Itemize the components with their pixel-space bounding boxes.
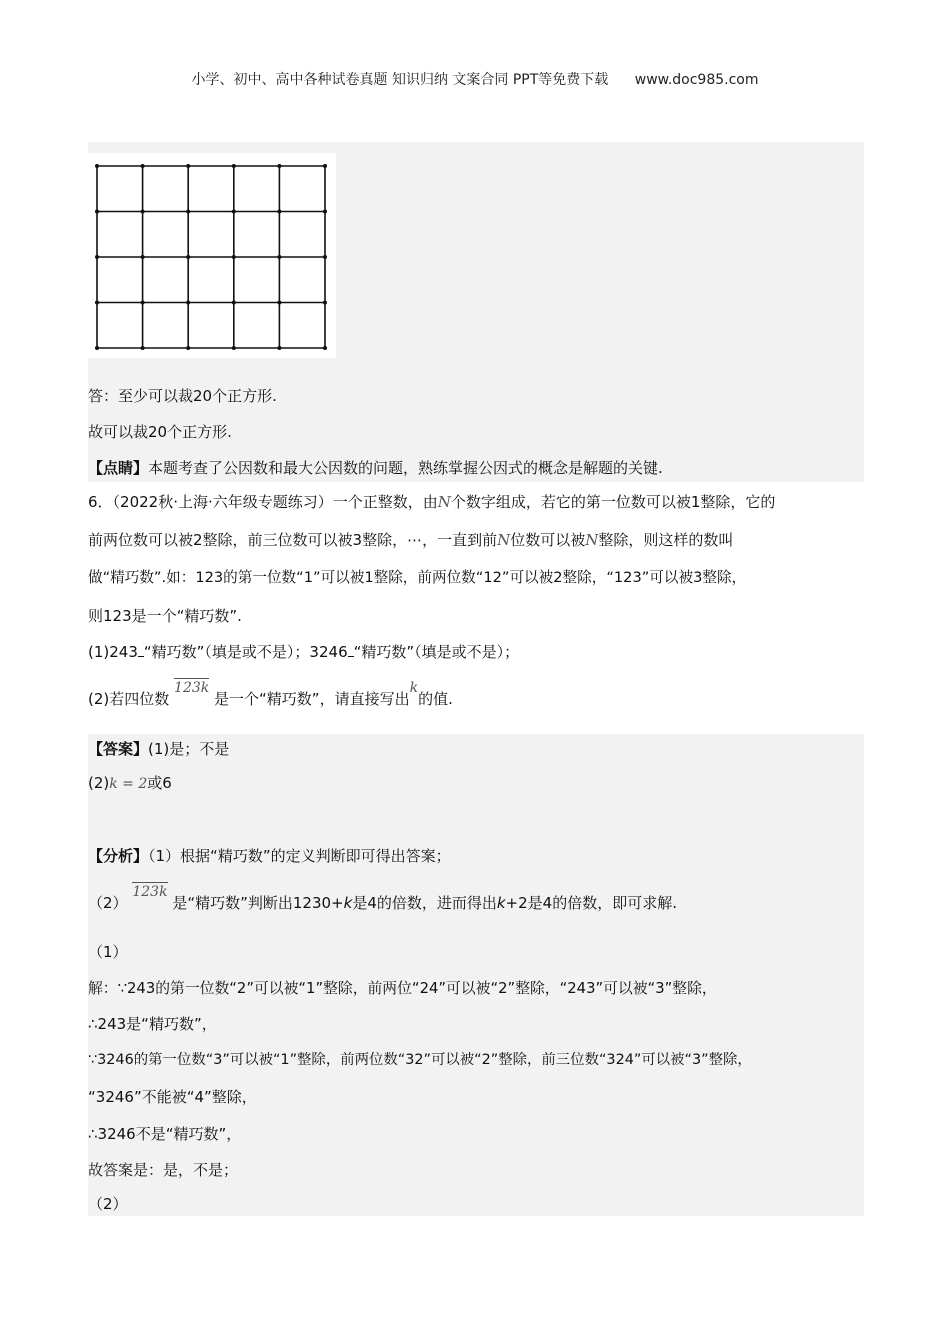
answer-tag: 【答案】 (88, 740, 149, 758)
header-text: 小学、初中、高中各种试卷真题 知识归纳 文案合同 PPT等免费下载 (191, 72, 609, 88)
overline-k: k (159, 884, 168, 900)
q6-text-2b: 位数可以被 (510, 531, 586, 549)
analysis-1: （1）根据“精巧数”的定义判断即可得出答案； (148, 847, 451, 865)
overline-number (132, 882, 167, 902)
q6-line-2 (88, 530, 733, 550)
q6-part-1 (88, 642, 519, 662)
analysis-tag: 【分析】 (88, 847, 149, 865)
solution-step-2: 解：∵243的第一位数“2”可以被“1”整除，前两位“24”可以被“2”整除，“243”可以被“3”整除， (88, 980, 717, 997)
q6-text-2c: 整除，则这样的数叫 (598, 531, 734, 549)
analysis-2-prefix: （2） (88, 894, 128, 912)
part1-text-a: (1)243 (88, 643, 138, 661)
var-n: N (497, 531, 511, 549)
analysis-line-2 (88, 884, 677, 914)
solution-step-1: （1） (88, 943, 128, 961)
var-k: k (343, 894, 353, 912)
overline-number (174, 678, 209, 698)
q6-text-2a: 前两位数可以被2整除，前三位数可以被3整除，⋯，一直到前 (88, 531, 498, 549)
part1-text-c: “精巧数”（填是或不是）； (353, 643, 520, 661)
answer-line-2: 故可以裁20个正方形. (88, 423, 232, 441)
comment-text: 本题考查了公因数和最大公因数的问题，熟练掌握公因式的概念是解题的关键. (148, 459, 663, 477)
q6-part-2 (88, 680, 453, 710)
solution-step-4: ∵3246的第一位数“3”可以被“1”整除，前两位数“32”可以被“2”整除，前三位数“324”可以被“3”整除， (88, 1052, 752, 1068)
var-n: N (585, 531, 599, 549)
answer-line-1: 答：至少可以裁20个正方形. (88, 387, 277, 405)
overline-digits: 123 (132, 884, 160, 900)
analysis-2-text-d: +2是4的倍数，即可求解. (505, 894, 677, 912)
q6-text-1b: 个数字组成，若它的第一位数可以被1整除，它的 (450, 493, 776, 511)
analysis-line-1 (88, 846, 451, 866)
header-url[interactable]: www.doc985.com (634, 72, 759, 88)
comment-line (88, 458, 663, 478)
comment-tag: 【点睛】 (88, 459, 149, 477)
part2-text-b: 是一个“精巧数”，请直接写出 (214, 690, 410, 708)
q6-text-1a: 6．（2022秋·上海·六年级专题练习）一个正整数，由 (88, 493, 438, 511)
solution-step-8: （2） (88, 1195, 128, 1213)
q6-line-3: 做“精巧数”.如：123的第一位数“1”可以被1整除，前两位数“12”可以被2整除，“123”可以被3整除， (88, 569, 747, 586)
answer-1: (1)是；不是 (148, 740, 230, 758)
solution-step-6: ∴3246不是“精巧数”， (88, 1125, 242, 1143)
part1-text-b: “精巧数”（填是或不是）；3246 (143, 643, 348, 661)
answer-2-line (88, 773, 172, 794)
page-header (0, 69, 950, 89)
answer-2-math: k = 2 (109, 776, 148, 792)
analysis-2-text-c: 是4的倍数，进而得出 (352, 894, 497, 912)
var-k: k (409, 680, 419, 696)
overline-k: k (200, 680, 210, 696)
solution-step-3: ∴243是“精巧数”， (88, 1015, 217, 1033)
q6-line-4: 则123是一个“精巧数”. (88, 607, 242, 625)
solution-step-5: “3246”不能被“4”整除， (88, 1088, 257, 1106)
q6-line-1 (88, 492, 775, 512)
answer-2-prefix: (2) (88, 774, 110, 792)
answer-label-line (88, 739, 229, 759)
answer-2-suffix: 或6 (147, 774, 172, 792)
grid-figure (88, 153, 336, 358)
analysis-2-text-b: 是“精巧数”判断出1230+ (172, 894, 344, 912)
var-k: k (496, 894, 506, 912)
overline-digits: 123 (174, 680, 201, 696)
part2-text-c: 的值. (418, 690, 453, 708)
grid-svg (88, 153, 336, 358)
var-n: N (437, 493, 451, 511)
part2-text-a: (2)若四位数 (88, 690, 170, 708)
solution-step-7: 故答案是：是，不是； (88, 1161, 239, 1179)
